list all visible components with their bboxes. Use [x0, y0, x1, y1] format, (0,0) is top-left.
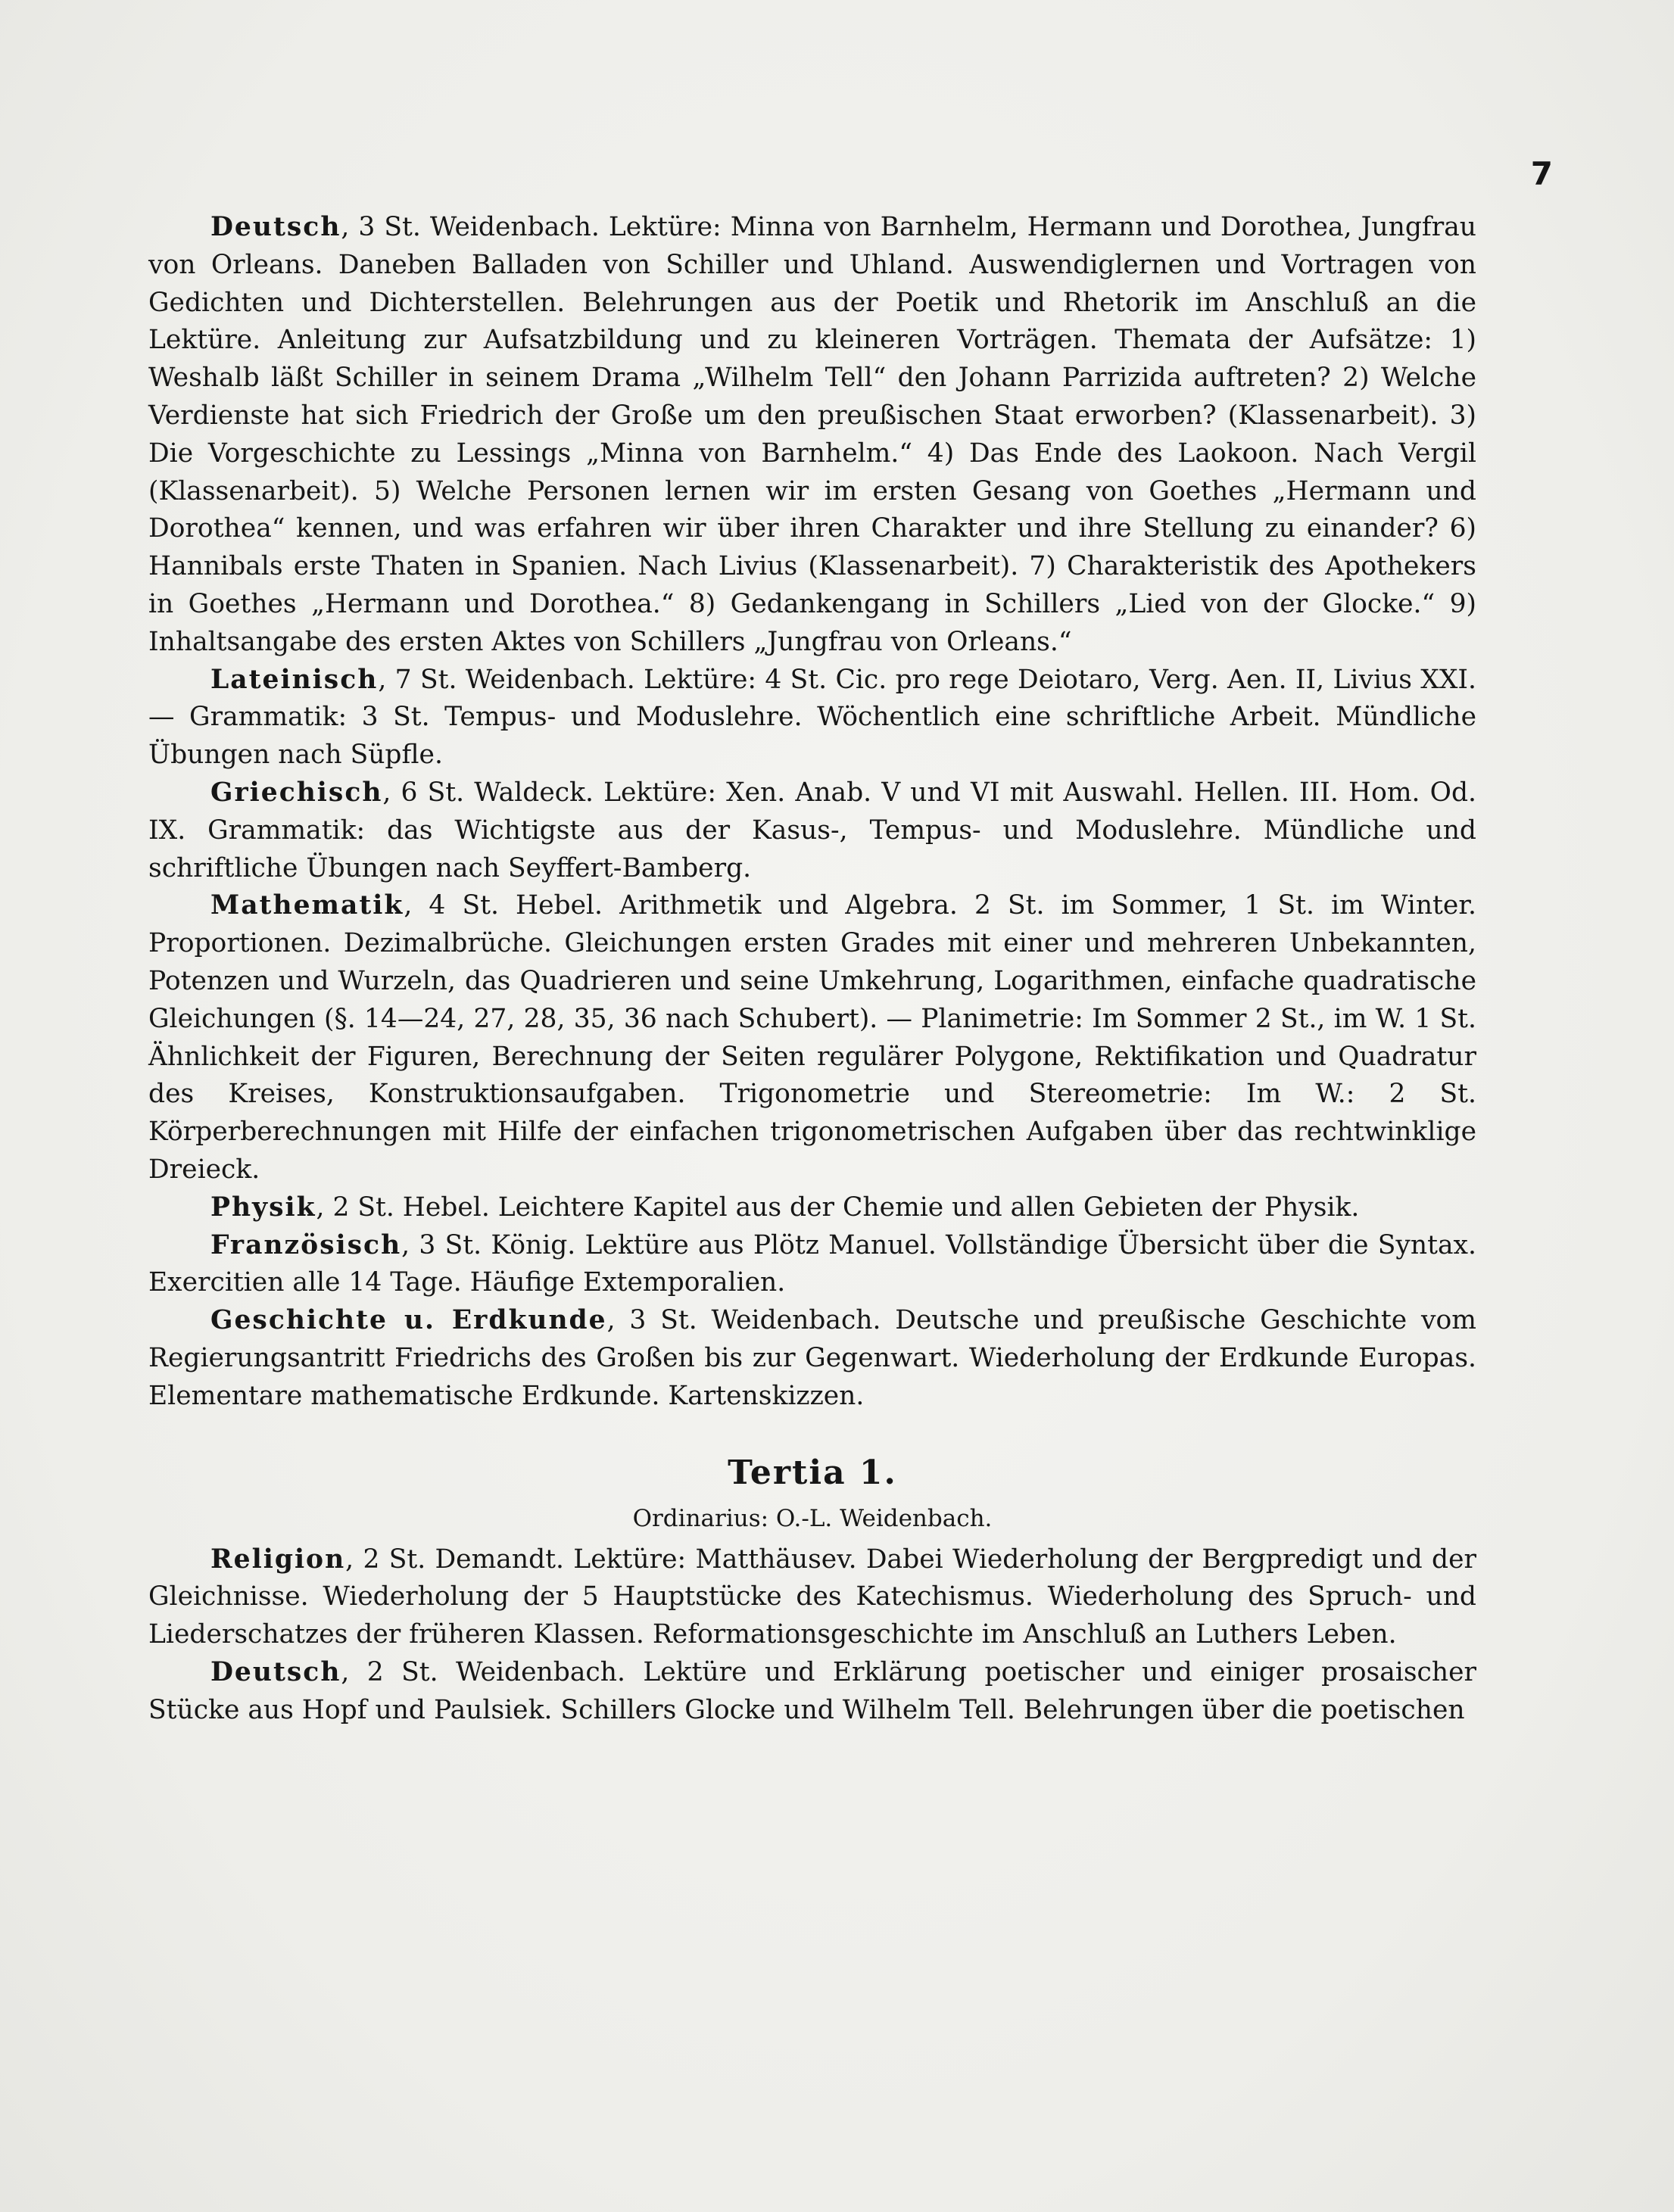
paragraph-text: , 7 St. Weidenbach. Lektüre: 4 St. Cic. pro rege Deiotaro, Verg. Aen. II, Livius XXI. — Grammatik: 3 St. Tempus- und Moduslehre. Wöchentlich eine schriftliche Arbeit. Mündliche Übungen nach Süpfle.: [148, 664, 1476, 771]
subject-label: Geschichte u. Erdkunde: [210, 1305, 607, 1336]
paragraph-religion: [148, 1541, 1476, 1654]
paragraph-deutsch-tertia: [148, 1654, 1476, 1730]
subject-label: Mathematik: [210, 890, 404, 921]
paragraph-text: , 2 St. Hebel. Leichtere Kapitel aus der Chemie und allen Gebieten der Physik.: [316, 1192, 1360, 1223]
subject-label: Deutsch: [210, 1656, 341, 1687]
paragraph-franzoesisch: [148, 1227, 1476, 1303]
paragraph-text: , 3 St. König. Lektüre aus Plötz Manuel. Vollständige Übersicht über die Syntax. Exercitien alle 14 Tage. Häufige Extemporalien.: [148, 1229, 1476, 1298]
subject-label: Lateinisch: [210, 664, 379, 695]
subject-label: Deutsch: [210, 212, 341, 242]
section-title: Tertia 1.: [728, 1453, 897, 1492]
page-number: 7: [1530, 155, 1553, 192]
paragraph-deutsch: [148, 209, 1476, 662]
subject-label: Griechisch: [210, 777, 383, 808]
paragraph-geschichte: [148, 1302, 1476, 1415]
subject-label: Französisch: [210, 1229, 402, 1260]
subject-label: Religion: [210, 1544, 346, 1575]
paragraph-lateinisch: [148, 662, 1476, 774]
paragraph-text: , 2 St. Demandt. Lektüre: Matthäusev. Dabei Wiederholung der Bergpredigt und der Gleichnisse. Wiederholung der 5 Hauptstücke des Katechismus. Wiederholung des Spruch- und Liederschatzes der früheren Klassen. Reformationsgeschichte im Anschluß an Luthers Leben.: [148, 1544, 1476, 1650]
paragraph-griechisch: [148, 774, 1476, 887]
paragraph-physik: [148, 1189, 1476, 1227]
section-subtitle: Ordinarius: O.-L. Weidenbach.: [632, 1504, 993, 1532]
paragraph-text: , 3 St. Weidenbach. Deutsche und preußische Geschichte vom Regierungsantritt Friedrichs des Großen bis zur Gegenwart. Wiederholung der Erdkunde Europas. Elementare mathematische Erdkunde. Kartenskizzen.: [148, 1305, 1476, 1411]
paragraph-text: , 3 St. Weidenbach. Lektüre: Minna von Barnhelm, Hermann und Dorothea, Jungfrau von Orleans. Daneben Balladen von Schiller und Uhland. Auswendiglernen und Vortragen von Gedichten und Dichterstellen. Belehrungen aus der Poetik und Rhetorik im Anschluß an die Lektüre. Anleitung zur Aufsatzbildung und zu kleineren Vorträgen. Themata der Aufsätze: 1) Weshalb läßt Schiller in seinem Drama „Wilhelm Tell“ den Johann Parrizida auftreten? 2) Welche Verdienste hat sich Friedrich der Große um den preußischen Staat erworben? (Klassenarbeit). 3) Die Vorgeschichte zu Lessings „Minna von Barnhelm.“ 4) Das Ende des Laokoon. Nach Vergil (Klassenarbeit). 5) Welche Personen lernen wir im ersten Gesang von Goethes „Hermann und Dorothea“ kennen, und was erfahren wir über ihren Charakter und ihre Stellung zu einander? 6) Hannibals erste Thaten in Spanien. Nach Livius (Klassenarbeit). 7) Charakteristik des Apothekers in Goethes „Hermann und Dorothea.“ 8) Gedankengang in Schillers „Lied von der Glocke.“ 9) Inhaltsangabe des ersten Aktes von Schillers „Jungfrau von Orleans.“: [148, 212, 1476, 657]
paragraph-text: , 6 St. Waldeck. Lektüre: Xen. Anab. V und VI mit Auswahl. Hellen. III. Hom. Od. IX. Grammatik: das Wichtigste aus der Kasus-, Tempus- und Moduslehre. Mündliche und schriftliche Übungen nach Seyffert-Bamberg.: [148, 777, 1476, 883]
paragraph-text: , 4 St. Hebel. Arithmetik und Algebra. 2 St. im Sommer, 1 St. im Winter. Proportionen. Dezimalbrüche. Gleichungen ersten Grades mit einer und mehreren Unbekannten, Potenzen und Wurzeln, das Quadrieren und seine Umkehrung, Logarithmen, einfache quadratische Gleichungen (§. 14—24, 27, 28, 35, 36 nach Schubert). — Planimetrie: Im Sommer 2 St., im W. 1 St. Ähnlichkeit der Figuren, Berechnung der Seiten regulärer Polygone, Rektifikation und Quadratur des Kreises, Konstruktionsaufgaben. Trigonometrie und Stereometrie: Im W.: 2 St. Körperberechnungen mit Hilfe der einfachen trigonometrischen Aufgaben über das rechtwinklige Dreieck.: [148, 890, 1476, 1185]
paragraph-mathematik: [148, 887, 1476, 1189]
body-text: [148, 209, 1476, 1729]
subject-label: Physik: [210, 1192, 316, 1223]
paragraph-text: , 2 St. Weidenbach. Lektüre und Erklärung poetischer und einiger prosaischer Stücke aus Hopf und Paulsiek. Schillers Glocke und Wilhelm Tell. Belehrungen über die poetischen: [148, 1656, 1476, 1725]
